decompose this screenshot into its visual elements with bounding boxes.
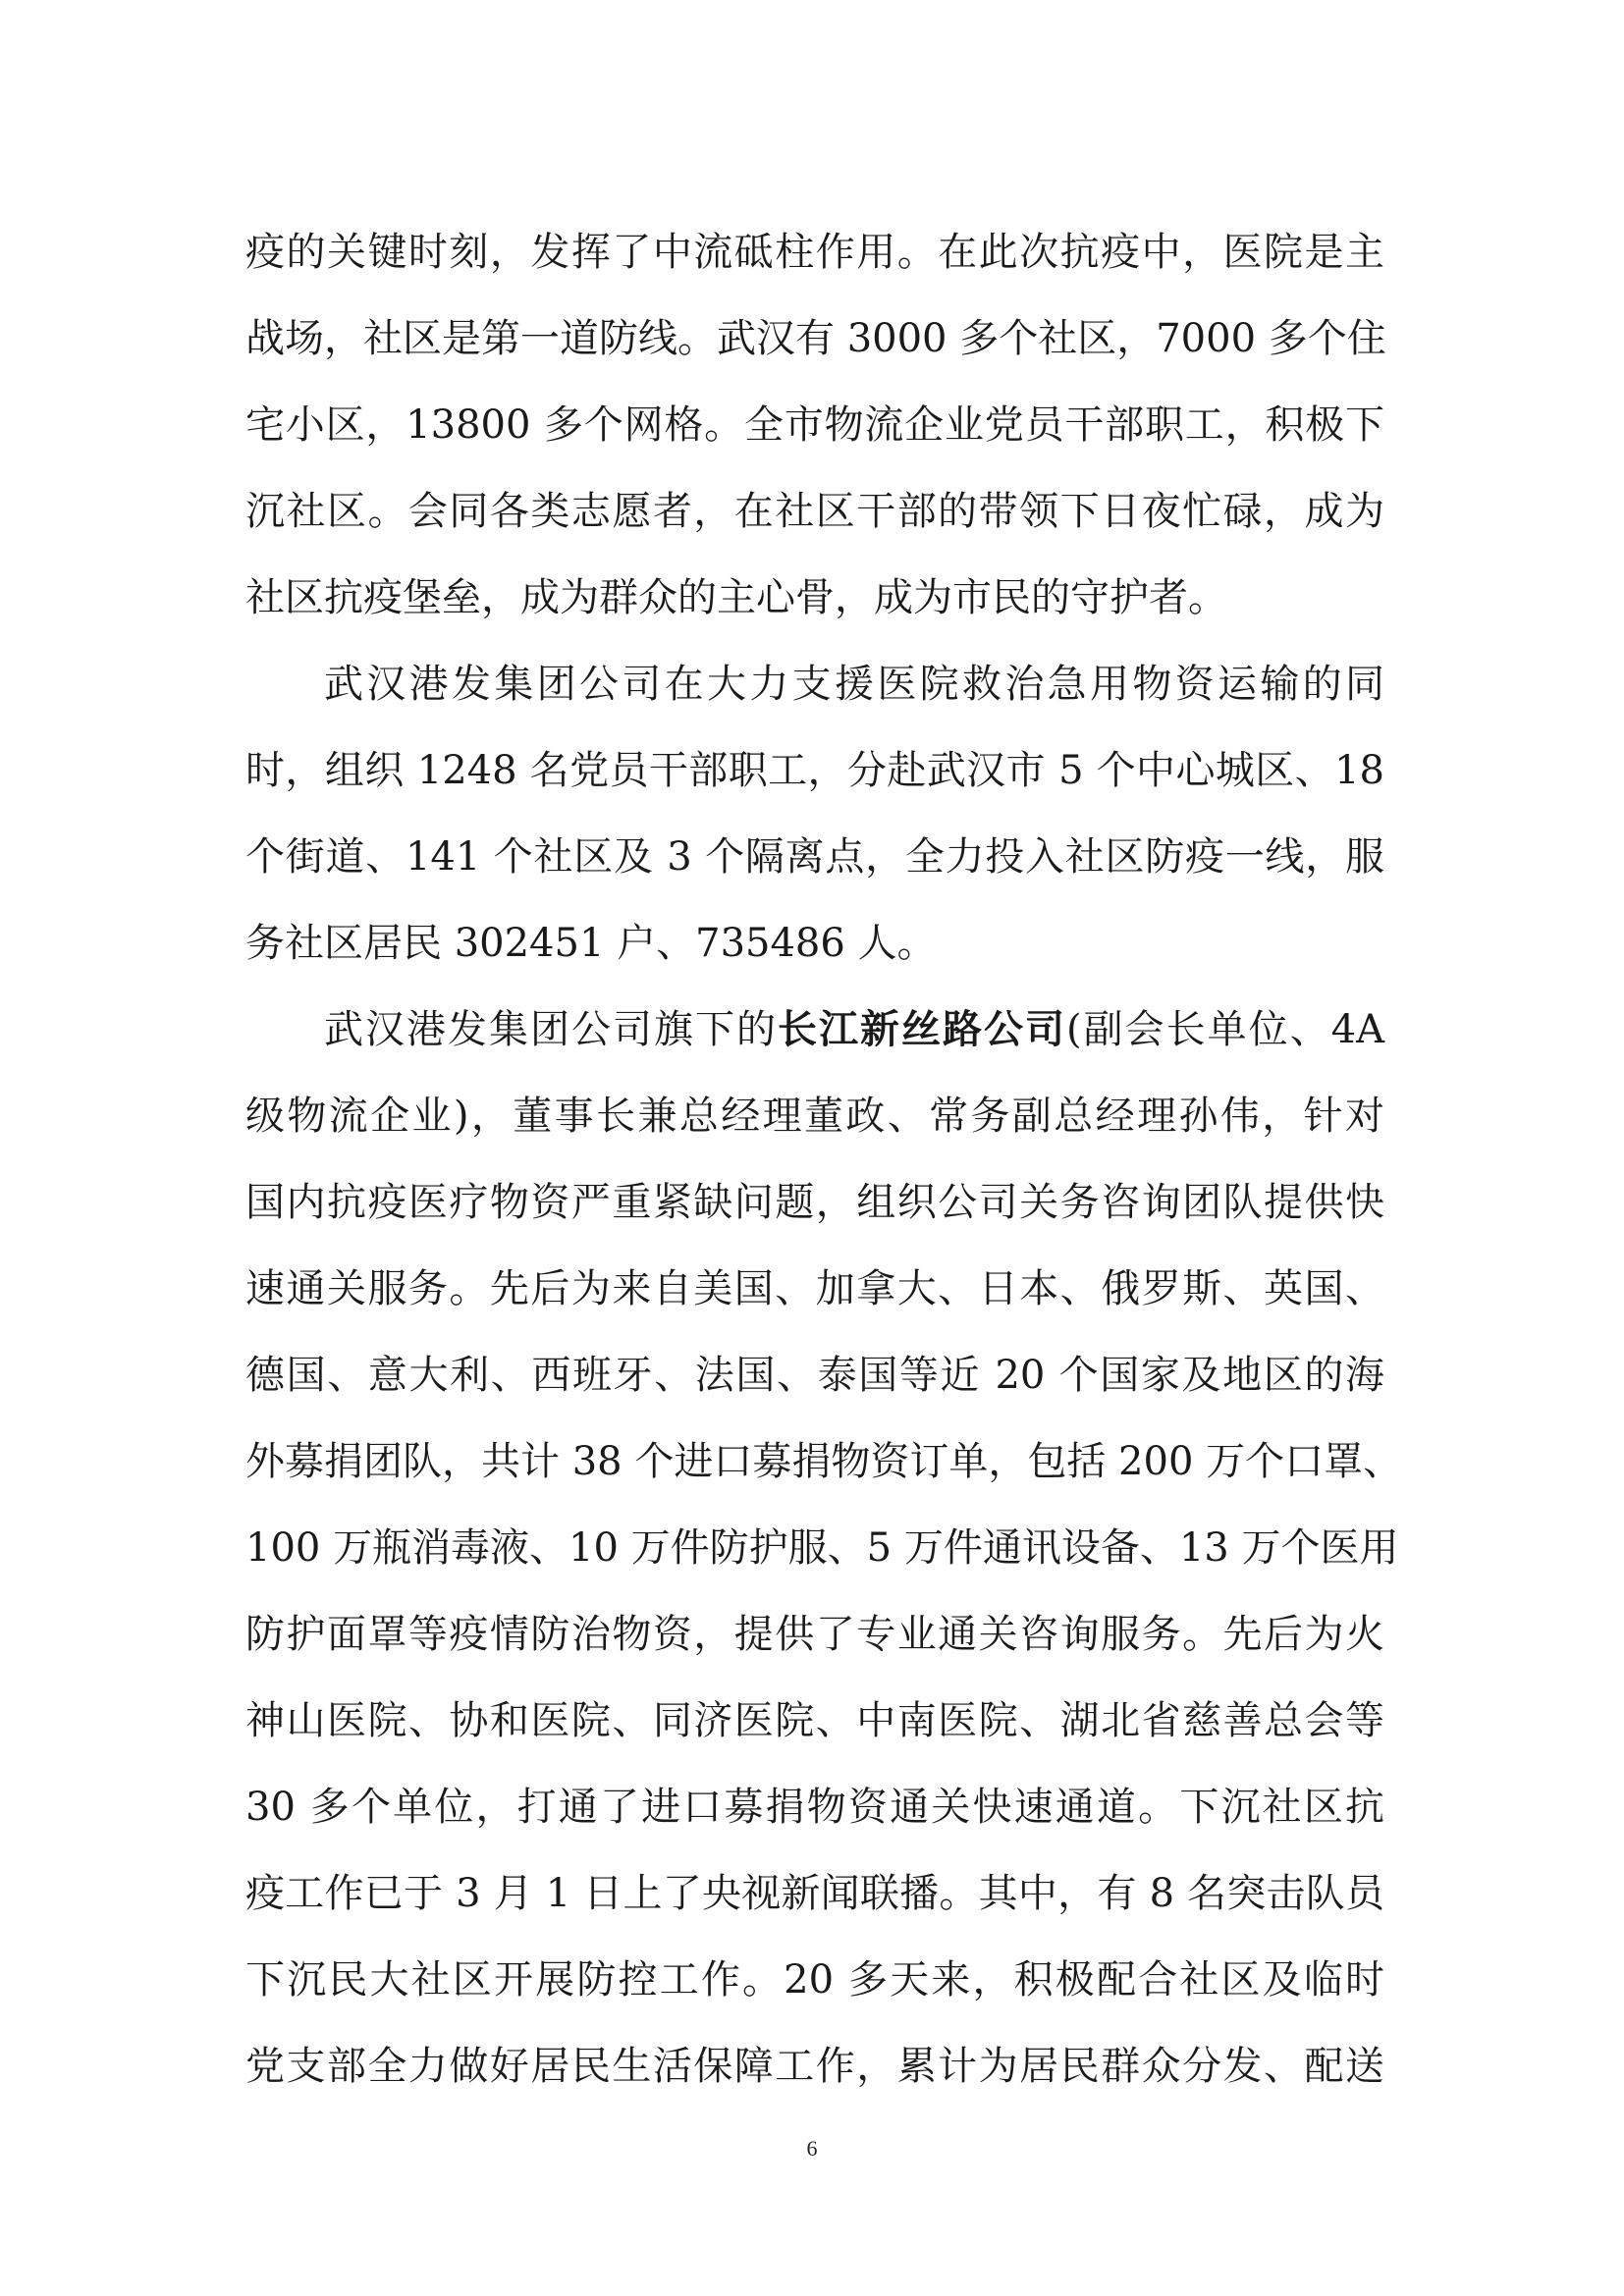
text-line: 德国、意大利、西班牙、法国、泰国等近 20 个国家及地区的海 — [245, 1353, 1384, 1398]
company-name: 长江新丝路公司 — [778, 1006, 1067, 1052]
text-line — [245, 987, 1384, 1073]
page-number: 6 — [806, 2136, 818, 2161]
text-line: 宅小区，13800 多个网格。全市物流企业党员干部职工，积极下 — [245, 402, 1384, 448]
text-line: 疫工作已于 3 月 1 日上了央视新闻联播。其中，有 8 名突击队员 — [245, 1871, 1384, 1916]
text-line: 100 万瓶消毒液、10 万件防护服、5 万件通讯设备、13 万个医用 — [245, 1525, 1399, 1571]
text-line: 速通关服务。先后为来自美国、加拿大、日本、俄罗斯、英国、 — [245, 1266, 1384, 1311]
text-line: 下沉民大社区开展防控工作。20 多天来，积极配合社区及临时 — [245, 1957, 1384, 2002]
text-line: 疫的关键时刻，发挥了中流砥柱作用。在此次抗疫中，医院是主 — [245, 230, 1384, 275]
text-line: 外募捐团队，共计 38 个进口募捐物资订单，包括 200 万个口罩、 — [245, 1439, 1403, 1484]
text-line: 神山医院、协和医院、同济医院、中南医院、湖北省慈善总会等 — [245, 1698, 1384, 1743]
text-line: 国内抗疫医疗物资严重紧缺问题，组织公司关务咨询团队提供快 — [245, 1180, 1384, 1225]
body-text — [245, 209, 1403, 2109]
text-line: 务社区居民 302451 户、735486 人。 — [245, 921, 937, 966]
text-line: 30 多个单位，打通了进口募捐物资通关快速通道。下沉社区抗 — [245, 1785, 1384, 1830]
text-line: 武汉港发集团公司在大力支援医院救治急用物资运输的同 — [324, 662, 1384, 707]
text-line: 社区抗疫堡垒，成为群众的主心骨，成为市民的守护者。 — [245, 575, 1227, 620]
text-line: 沉社区。会同各类志愿者，在社区干部的带领下日夜忙碌，成为 — [245, 489, 1384, 534]
text-line: 党支部全力做好居民生活保障工作，累计为居民群众分发、配送 — [245, 2044, 1384, 2089]
paragraph-intro: 武汉港发集团公司旗下的 — [324, 1007, 779, 1052]
text-line: 战场，社区是第一道防线。武汉有 3000 多个社区，7000 多个住 — [245, 316, 1386, 361]
text-line: 防护面罩等疫情防治物资，提供了专业通关咨询服务。先后为火 — [245, 1612, 1384, 1657]
text-line: 级物流企业)，董事长兼总经理董政、常务副总经理孙伟，针对 — [245, 1094, 1384, 1139]
text-line: 个街道、141 个社区及 3 个隔离点，全力投入社区防疫一线，服 — [245, 834, 1384, 880]
company-note: (副会长单位、4A — [1066, 1007, 1385, 1052]
text-line: 时，组织 1248 名党员干部职工，分赴武汉市 5 个中心城区、18 — [245, 748, 1384, 793]
